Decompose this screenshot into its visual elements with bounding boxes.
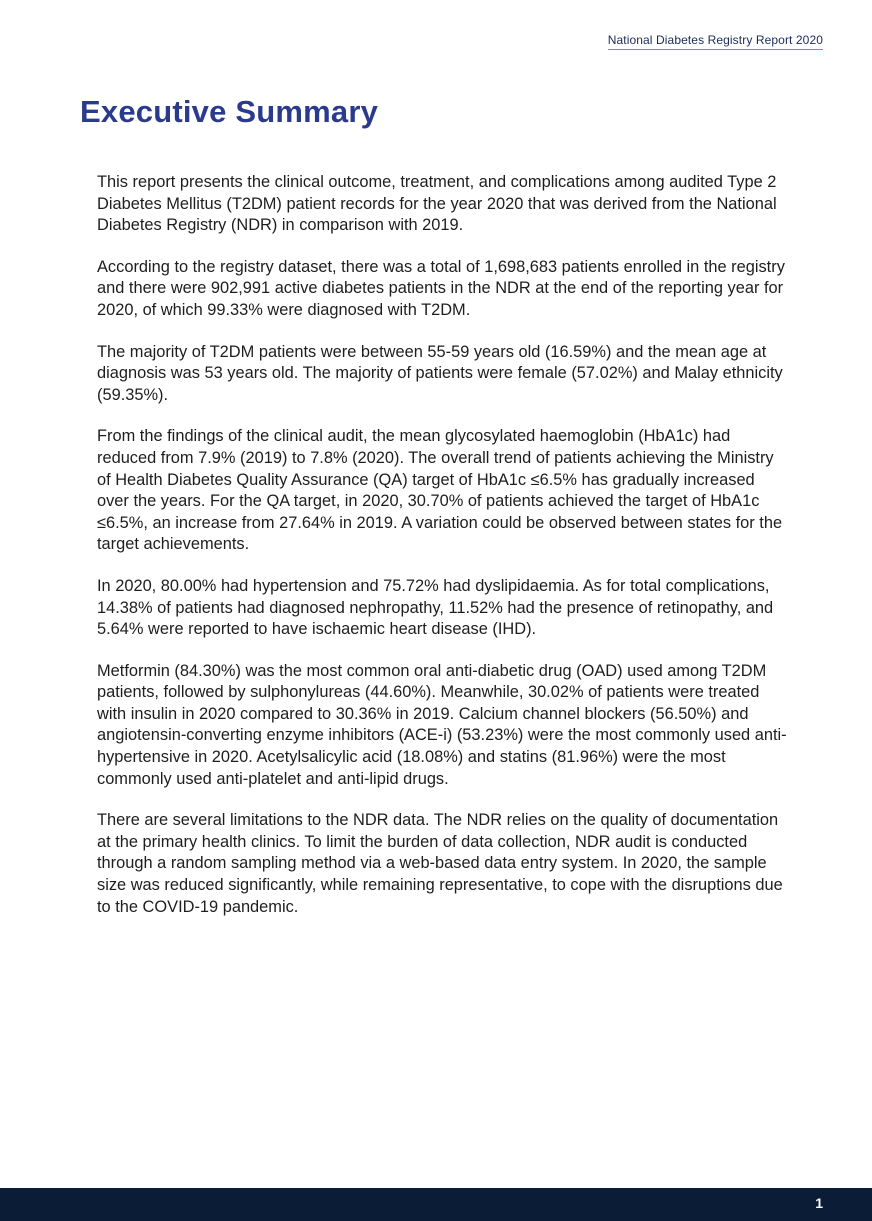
paragraph-medication: Metformin (84.30%) was the most common oral anti-diabetic drug (OAD) used among T2DM patients, followed by sulphonylureas (44.60%). Meanwhile, 30.02% of patients were treated with insulin in 2020 compared to 30.36% in 2019. Calcium channel blockers (56.50%) and angiotensin-converting enzyme inhibitors (ACE-i) (53.23%) were the most commonly used anti-hypertensive in 2020. Acetylsalicylic acid (18.08%) and statins (81.96%) were the most commonly used anti-platelet and anti-lipid drugs. (97, 661, 787, 788)
paragraph-limitations: There are several limitations to the NDR data. The NDR relies on the quality of documentation at the primary health clinics. To limit the burden of data collection, NDR audit is conducted through a random sampling method via a web-based data entry system. In 2020, the sample size was reduced significantly, while remaining representative, to cope with the disruptions due to the COVID-19 pandemic. (97, 811, 783, 916)
paragraph-clinical-audit: From the findings of the clinical audit, the mean glycosylated haemoglobin (HbA1c) had reduced from 7.9% (2019) to 7.8% (2020). The overall trend of patients achieving the Ministry of Health Diabetes Quality Assurance (QA) target of HbA1c ≤6.5% has gradually increased over the years. For the QA target, in 2020, 30.70% of patients achieved the target of HbA1c ≤6.5%, an increase from 27.64% in 2019. A variation could be observed between states for the target achievements. (97, 427, 783, 554)
running-header: National Diabetes Registry Report 2020 (608, 33, 823, 50)
footer-bar (0, 1188, 872, 1221)
paragraph-complications: In 2020, 80.00% had hypertension and 75.72% had dyslipidaemia. As for total complications, 14.38% of patients had diagnosed nephropathy, 11.52% had the presence of retinopathy, and 5.64% were reported to have ischaemic heart disease (IHD). (97, 576, 774, 639)
paragraph-intro: This report presents the clinical outcome, treatment, and complications among audited Type 2 Diabetes Mellitus (T2DM) patient records for the year 2020 that was derived from the National Diabetes Registry (NDR) in comparison with 2019. (97, 173, 777, 235)
page-title: Executive Summary (80, 94, 379, 129)
paragraph-registry: According to the registry dataset, there was a total of 1,698,683 patients enrolled in the registry and there were 902,991 active diabetes patients in the NDR at the end of the reporting year for 2020, of which 99.33% were diagnosed with T2DM. (97, 257, 785, 319)
paragraph-demographics: The majority of T2DM patients were between 55-59 years old (16.59%) and the mean age at diagnosis was 53 years old. The majority of patients were female (57.02%) and Malay ethnicity (59.35%). (97, 342, 783, 404)
page-number: 1 (815, 1195, 823, 1211)
summary-body (97, 172, 787, 938)
